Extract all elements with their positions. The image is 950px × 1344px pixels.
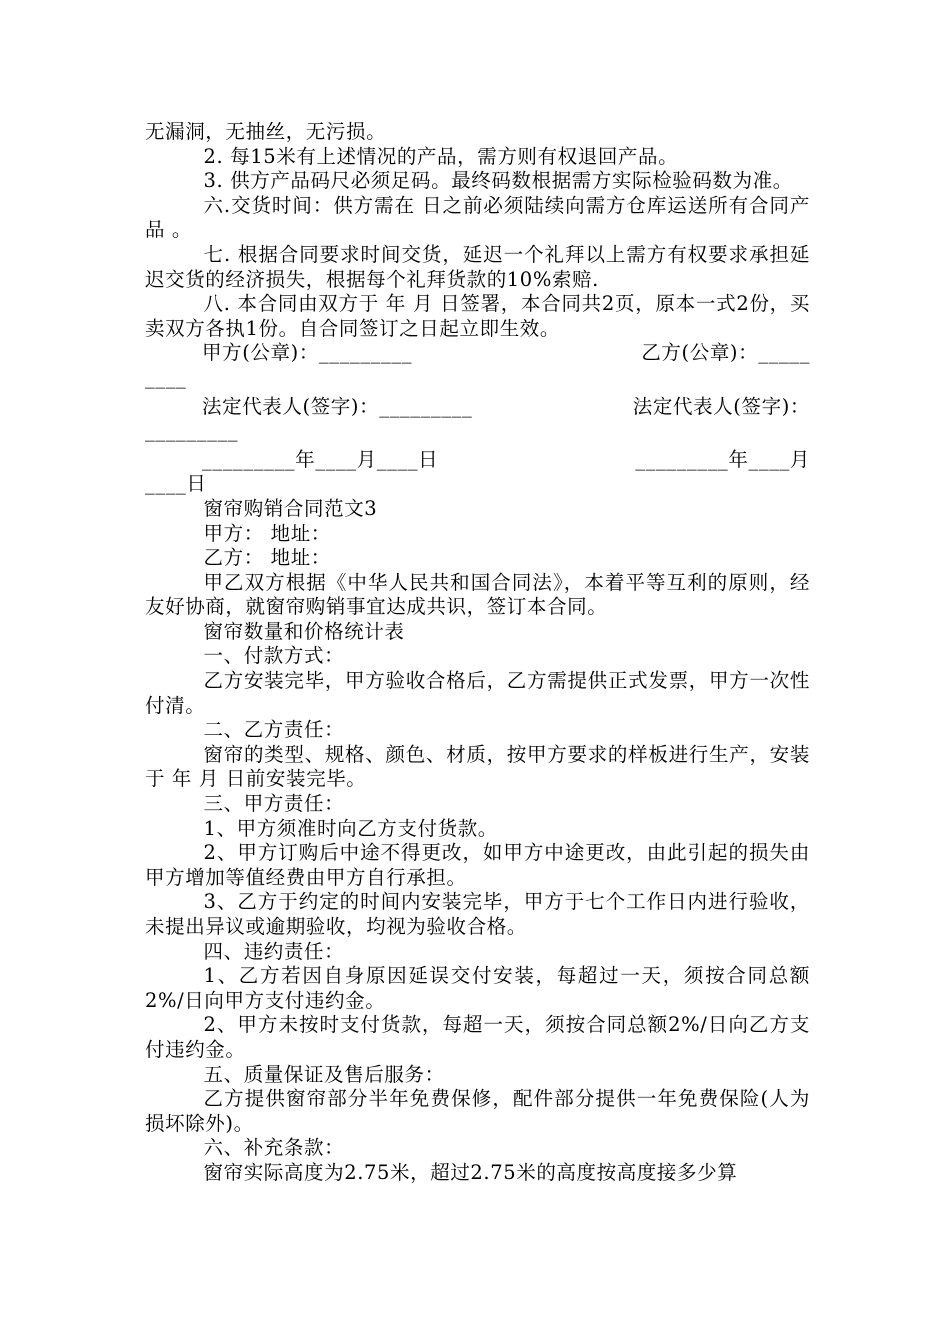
party-a-seal: 甲方(公章)：_________ [202, 341, 413, 365]
payment-body: 乙方安装完毕，甲方验收合格后，乙方需提供正式发票，甲方一次性付清。 [145, 669, 810, 717]
party-a-duty-item-1: 1、甲方须准时向乙方支付货款。 [203, 816, 498, 840]
warranty-heading: 五、质量保证及售后服务： [203, 1062, 445, 1086]
clause-signing: 八. 本合同由双方于 年 月 日签署，本合同共2页，原本一式2份，买卖双方各执1份。自合同签订之日起立即生效。 [145, 292, 810, 340]
signature-rep-row [145, 395, 810, 420]
clause-item-2: 2. 每15米有上述情况的产品，需方则有权退回产品。 [203, 144, 679, 168]
breach-item-2: 2、甲方未按时支付货款，每超一天，须按合同总额2%/日向乙方支付违约金。 [145, 1013, 810, 1061]
section-heading: 窗帘购销合同范文3 [203, 496, 378, 520]
payment-heading: 一、付款方式： [203, 644, 345, 668]
signature-seal-row [145, 341, 810, 366]
breach-heading: 四、违约责任： [203, 939, 345, 963]
warranty-body: 乙方提供窗帘部分半年免费保修，配件部分提供一年免费保险(人为损坏除外)。 [145, 1087, 810, 1135]
clause-item-3: 3. 供方产品码尺必须足码。最终码数根据需方实际检验码数为准。 [203, 169, 793, 193]
party-b-seal: 乙方(公章)：_____ [641, 341, 810, 365]
table-title: 窗帘数量和价格统计表 [203, 619, 405, 643]
supplement-heading: 六、补充条款： [203, 1136, 345, 1160]
party-a-duty-item-2: 2、甲方订购后中途不得更改，如甲方中途更改，由此引起的损失由甲方增加等值经费由甲方自行承担。 [145, 841, 810, 889]
party-b-date-continuation: ____日 [145, 472, 207, 496]
party-a-duty-heading: 三、甲方责任： [203, 792, 345, 816]
party-b-seal-continuation: ____ [145, 365, 187, 389]
party-b-duty-body: 窗帘的类型、规格、颜色、材质，按甲方要求的样板进行生产，安装于 年 月 日前安装完毕。 [145, 742, 810, 791]
supplement-body: 窗帘实际高度为2.75米，超过2.75米的高度按高度接多少算 [203, 1160, 738, 1184]
party-a-duty-item-3: 3、乙方于约定的时间内安装完毕，甲方于七个工作日内进行验收，未提出异议或逾期验收，均视为验收合格。 [145, 890, 810, 938]
document-page [145, 120, 810, 1186]
breach-item-1: 1、乙方若因自身原因延误交付安装，每超过一天，须按合同总额2%/日向甲方支付违约金。 [145, 964, 810, 1012]
clause-delay-penalty: 七. 根据合同要求时间交货，延迟一个礼拜以上需方有权要求承担延迟交货的经济损失，根据每个礼拜货款的10%索赔. [145, 242, 810, 291]
party-a-date: _________年____月____日 [202, 447, 439, 471]
party-a-representative: 法定代表人(签字)：_________ [202, 394, 473, 418]
party-b-date: _________年____月 [635, 447, 810, 471]
party-b-address: 乙方： 地址： [203, 546, 331, 570]
party-b-duty-heading: 二、乙方责任： [203, 718, 345, 742]
clause-delivery-time: 六.交货时间：供方需在 日之前必须陆续向需方仓库运送所有合同产品 。 [145, 193, 810, 242]
contract-intro: 甲乙双方根据《中华人民共和国合同法》，本着平等互利的原则，经友好协商，就窗帘购销事宜达成共识，签订本合同。 [145, 570, 810, 619]
party-a-address: 甲方： 地址： [203, 521, 331, 545]
signature-date-row [145, 448, 810, 473]
party-b-representative-continuation: _________ [145, 419, 239, 443]
clause-line: 无漏洞，无抽丝，无污损。 [145, 120, 387, 143]
party-b-representative: 法定代表人(签字)： [632, 394, 810, 418]
